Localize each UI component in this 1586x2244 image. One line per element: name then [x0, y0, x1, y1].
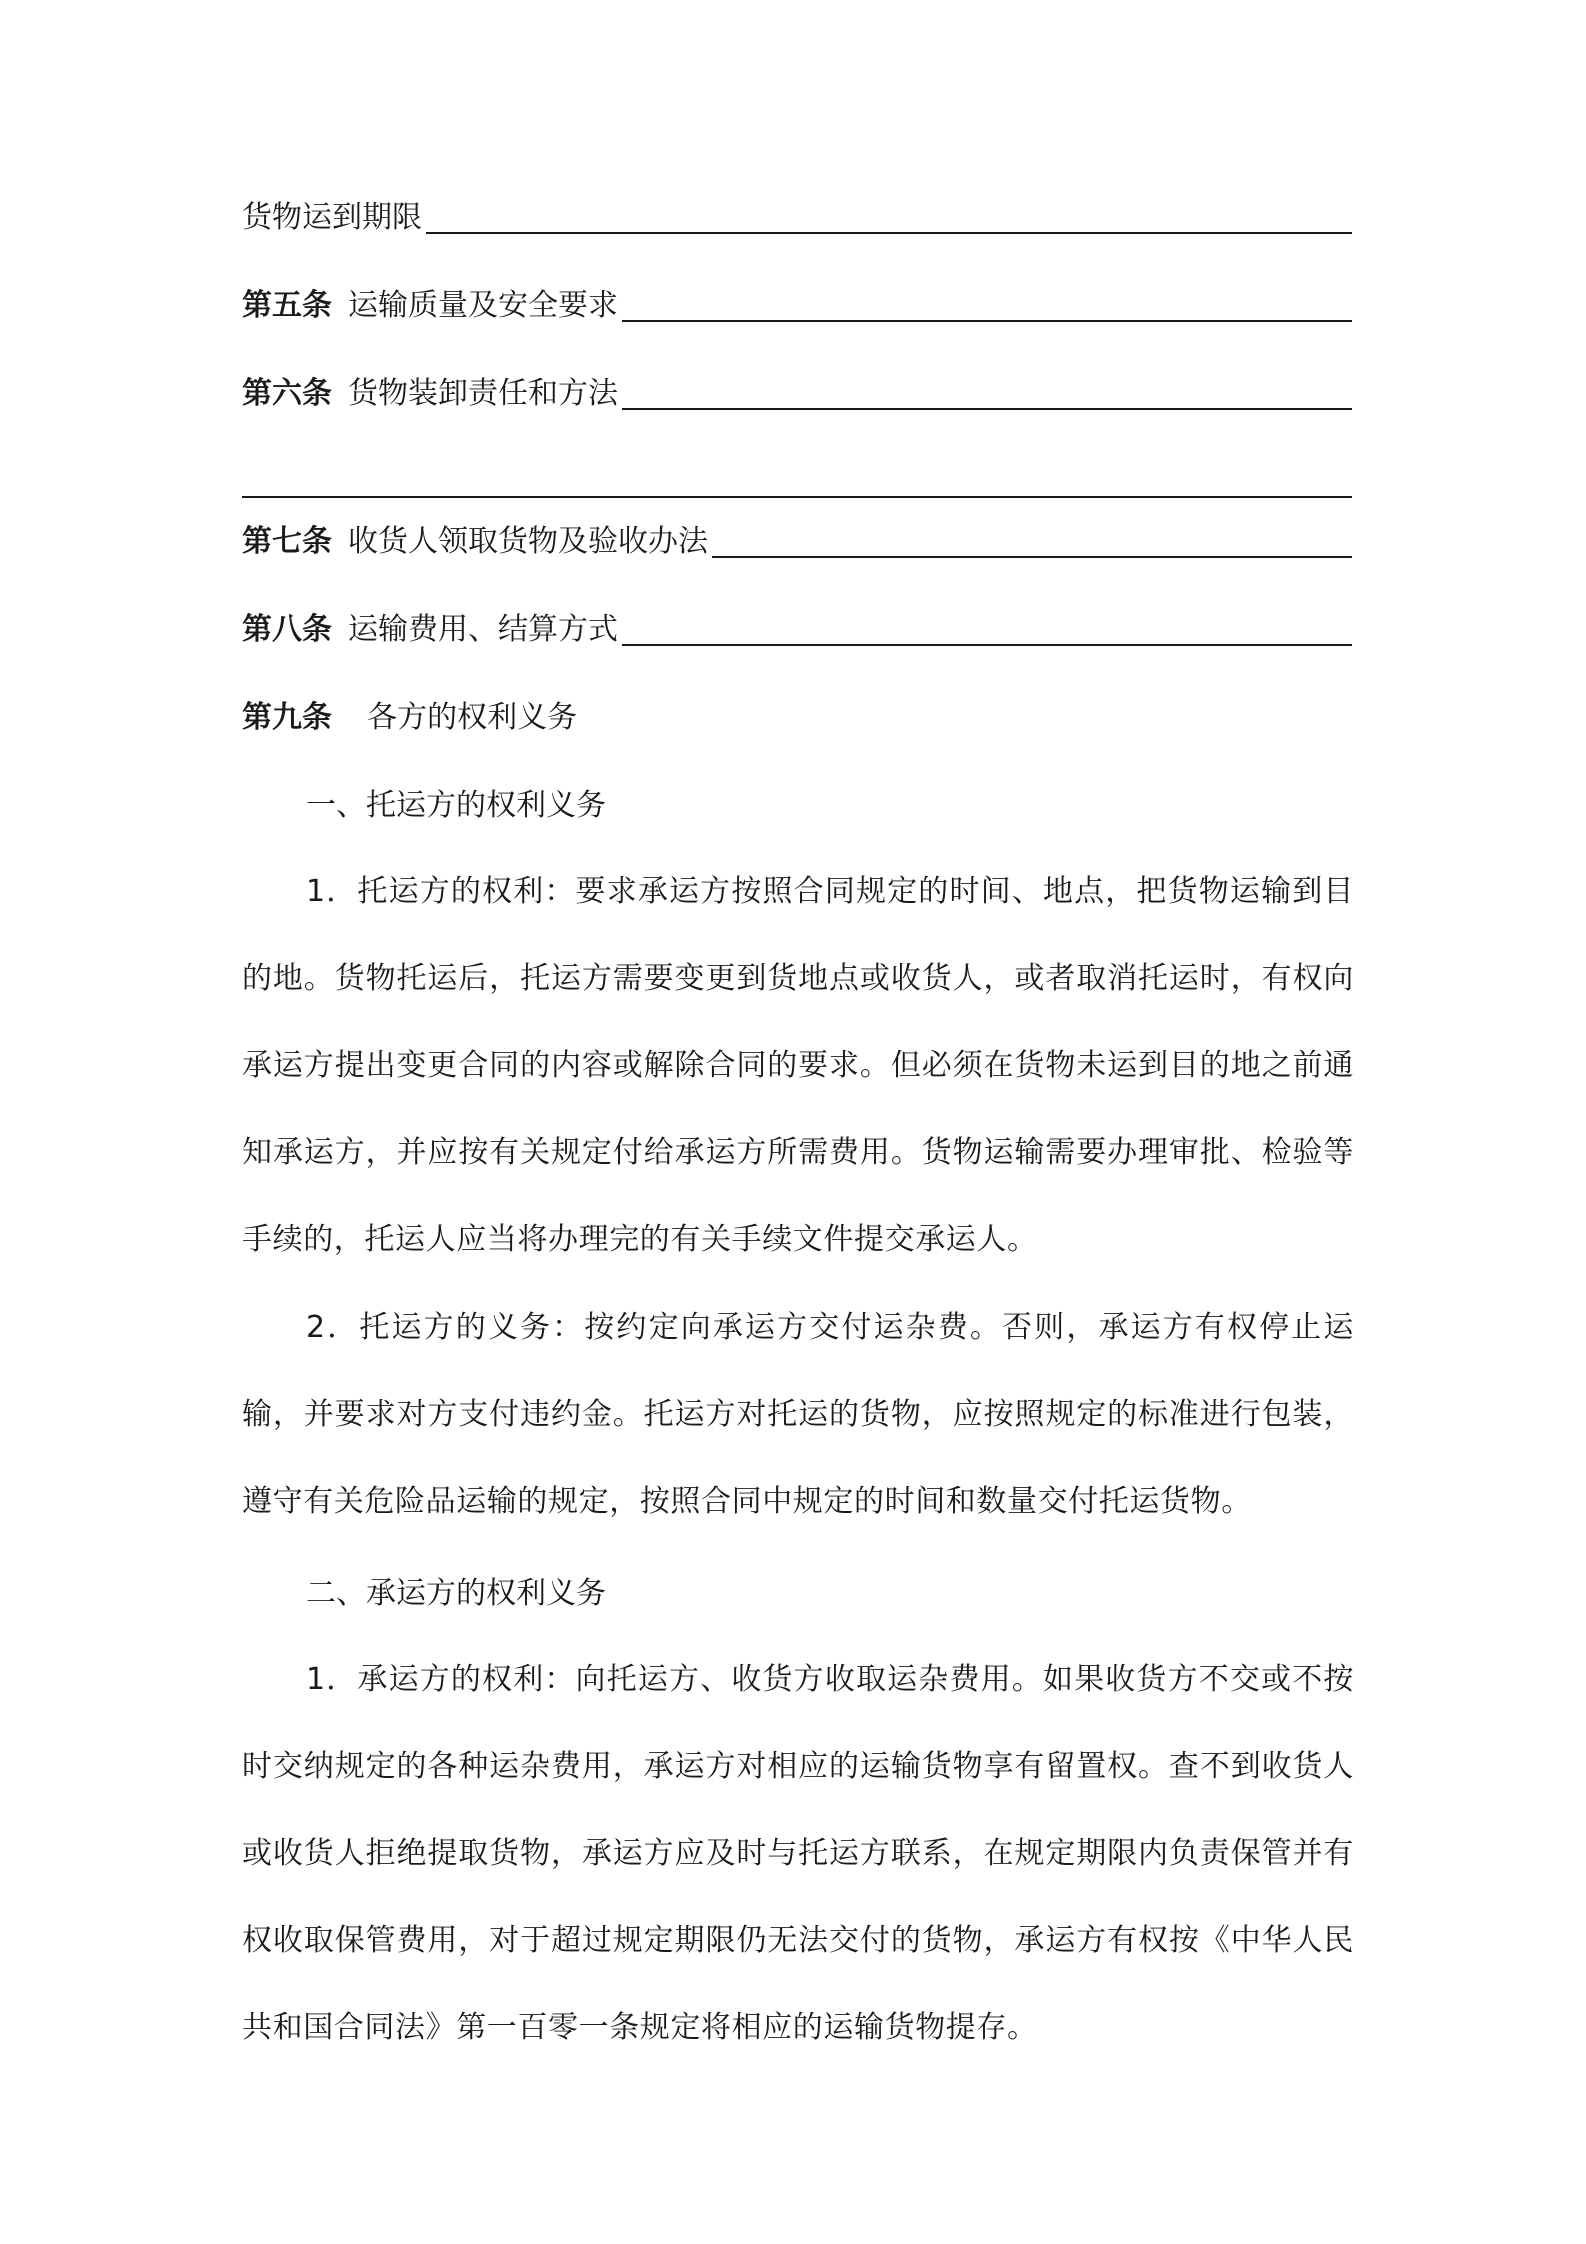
fill-in-blank[interactable]	[622, 644, 1352, 646]
field-article-7	[242, 520, 1352, 564]
field-title: 货物装卸责任和方法	[348, 376, 618, 411]
field-title: 运输质量及安全要求	[348, 288, 618, 323]
fill-in-blank[interactable]	[622, 408, 1352, 410]
article-number: 第八条	[242, 612, 332, 647]
article-number: 第九条	[242, 700, 332, 735]
field-title: 收货人领取货物及验收办法	[348, 524, 708, 559]
section-1-paragraph-2: 2．托运方的义务：按约定向承运方交付运杂费。否则，承运方有权停止运输，并要求对方支付违约金。托运方对托运的货物，应按照规定的标准进行包装，遵守有关危险品运输的规定，按照合同中规定的时间和数量交付托运货物。	[242, 1310, 1354, 1519]
article-number: 第七条	[242, 524, 332, 559]
field-delivery-period	[242, 196, 1352, 240]
fill-in-blank-full[interactable]	[242, 496, 1352, 498]
section-1-paragraph-1: 1．托运方的权利：要求承运方按照合同规定的时间、地点，把货物运输到目的地。货物托运后，托运方需要变更到货地点或收货人，或者取消托运时，有权向承运方提出变更合同的内容或解除合同的要求。但必须在货物未运到目的地之前通知承运方，并应按有关规定付给承运方所需费用。货物运输需要办理审批、检验等手续的，托运人应当将办理完的有关手续文件提交承运人。	[242, 874, 1354, 1257]
section-2-paragraph-1: 1．承运方的权利：向托运方、收货方收取运杂费用。如果收货方不交或不按时交纳规定的各种运杂费用，承运方对相应的运输货物享有留置权。查不到收货人或收货人拒绝提取货物，承运方应及时与托运方联系，在规定期限内负责保管并有权收取保管费用，对于超过规定期限仍无法交付的货物，承运方有权按《中华人民共和国合同法》第一百零一条规定将相应的运输货物提存。	[242, 1662, 1354, 2045]
fill-in-blank[interactable]	[712, 556, 1352, 558]
section-2-heading: 二、承运方的权利义务	[306, 1576, 606, 1611]
fill-in-blank[interactable]	[622, 320, 1352, 322]
article-number: 第六条	[242, 376, 332, 411]
field-article-8	[242, 608, 1352, 652]
article-number: 第五条	[242, 288, 332, 323]
fill-in-blank[interactable]	[426, 232, 1352, 234]
field-title: 运输费用、结算方式	[348, 612, 618, 647]
field-article-6	[242, 372, 1352, 416]
field-title: 货物运到期限	[242, 200, 422, 235]
article-title: 各方的权利义务	[367, 700, 578, 735]
article-9-heading	[242, 696, 1352, 740]
section-1-heading: 一、托运方的权利义务	[306, 788, 606, 823]
field-article-5	[242, 284, 1352, 328]
